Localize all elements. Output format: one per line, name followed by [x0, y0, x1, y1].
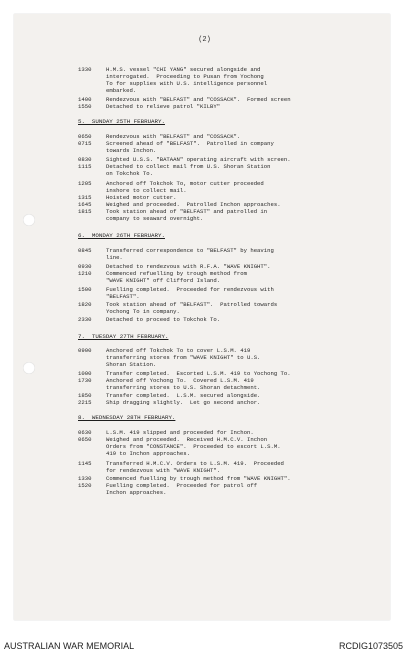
- entry-time: 0845: [78, 247, 92, 254]
- entry-time: 1820: [78, 301, 92, 308]
- entry-text: Took station ahead of "BELFAST" and patrolled in: [106, 208, 268, 215]
- entry-text: Took station ahead of "BELFAST". Patrolled towards: [106, 301, 278, 308]
- entry-text: 419 to Inchon approaches.: [106, 450, 190, 457]
- entry-time: 1000 1730: [78, 370, 92, 384]
- entry-text: "BELFAST".: [106, 293, 140, 300]
- entry-time: 0650 0715: [78, 133, 92, 147]
- entry-text: Orders from "CONSTANCE". Proceeded to escort L.S.M.: [106, 443, 281, 450]
- page-number: (2): [198, 36, 211, 44]
- entry-text: Rendezvous with "BELFAST" and "COSSACK". Formed screen: [106, 96, 291, 103]
- entry-text: Anchored off Tokchok To to cover L.S.M. 419: [106, 347, 251, 354]
- entry-text: Anchored off Tokchok To, motor cutter proceeded: [106, 180, 264, 187]
- entry-time: 0900: [78, 347, 92, 354]
- entry-time: 1145: [78, 460, 92, 467]
- entry-time: 1850 2215: [78, 392, 92, 406]
- entry-text: Weighed and proceeded. Received H.M.C.V. Inchon: [106, 436, 268, 443]
- archive-name: AUSTRALIAN WAR MEMORIAL: [4, 641, 135, 651]
- entry-text: on Tokchok To.: [106, 170, 153, 177]
- entry-text: line.: [106, 254, 123, 261]
- entry-time: 1500: [78, 286, 92, 293]
- entry-text: for rendezvous with "WAVE KNIGHT".: [106, 467, 221, 474]
- entry-time: 1330: [78, 66, 92, 73]
- entry-text: Commenced fuelling by trough method from "WAVE KNIGHT".: [106, 475, 291, 482]
- entry-text: Detached to collect mail from U.S. Shoran Station: [106, 163, 271, 170]
- entry-text: Detached to rendezvous with R.F.A. "WAVE KNIGHT".: [106, 263, 271, 270]
- entry-time: 0830 1115: [78, 156, 92, 170]
- entry-text: Transfer completed. Escorted L.S.M. 419 to Yochong To.: [106, 370, 291, 377]
- entry-time: 1330 1520: [78, 475, 92, 489]
- entry-time: 0930 1210: [78, 263, 92, 277]
- entry-text: transferring stores from "WAVE KNIGHT" to U.S.: [106, 354, 261, 361]
- section-heading: 7. TUESDAY 27TH FEBRUARY.: [78, 333, 169, 340]
- entry-time: 2330: [78, 316, 92, 323]
- archive-footer: [0, 634, 409, 654]
- entry-time: 1205: [78, 180, 92, 187]
- section-heading: 6. MONDAY 26TH FEBRUARY.: [78, 232, 165, 239]
- entry-text: Shoran Station.: [106, 361, 157, 368]
- entry-text: Screened ahead of "BELFAST". Patrolled in company: [106, 140, 274, 147]
- entry-text: Anchored off Yochong To. Covered L.S.M. 419: [106, 377, 254, 384]
- entry-text: To for supplies with U.S. intelligence personnel: [106, 80, 268, 87]
- entry-text: Transferred H.M.C.V. Orders to L.S.M. 419. Proceeded: [106, 460, 284, 467]
- entry-time: 1315 1645 1815: [78, 194, 92, 215]
- record-id: RCDIG1073505: [338, 641, 403, 651]
- entry-text: inshore to collect mail.: [106, 187, 187, 194]
- section-heading: 8. WEDNESDAY 28TH FEBRUARY.: [78, 414, 176, 421]
- entry-text: Inchon approaches.: [106, 489, 167, 496]
- entry-text: Fuelling completed. Proceeded for patrol off: [106, 482, 258, 489]
- entry-text: Transferred correspondence to "BELFAST" by heaving: [106, 247, 274, 254]
- punch-hole: [23, 214, 35, 226]
- punch-hole: [23, 362, 35, 374]
- entry-time: 1400 1550: [78, 96, 92, 110]
- entry-time: 0630 0650: [78, 429, 92, 443]
- entry-text: Detached to relieve patrol "KILBY": [106, 103, 221, 110]
- section-heading: 5. SUNDAY 25TH FEBRUARY.: [78, 118, 165, 125]
- entry-text: Detached to proceed to Tokchok To.: [106, 316, 221, 323]
- entry-text: L.S.M. 419 slipped and proceeded for Inchon.: [106, 429, 254, 436]
- entry-text: company to seaward overnight.: [106, 215, 204, 222]
- entry-text: Hoisted motor cutter.: [106, 194, 177, 201]
- entry-text: "WAVE KNIGHT" off Clifford Island.: [106, 277, 221, 284]
- entry-text: transferring stores to U.S. Shoran detachment.: [106, 384, 261, 391]
- entry-text: Transfer completed. L.S.M. secured alongside.: [106, 392, 261, 399]
- entry-text: Rendezvous with "BELFAST" and "COSSACK".: [106, 133, 241, 140]
- entry-text: Commenced refuelling by trough method from: [106, 270, 247, 277]
- entry-text: towards Inchon.: [106, 147, 157, 154]
- entry-text: Fuelling completed. Proceeded for rendezvous with: [106, 286, 274, 293]
- entry-text: Ship dragging slightly. Let go second anchor.: [106, 399, 261, 406]
- entry-text: Yochong To in company.: [106, 308, 180, 315]
- entry-text: Sighted U.S.S. "BATAAN" operating aircraft with screen.: [106, 156, 291, 163]
- entry-text: embarked.: [106, 87, 137, 94]
- entry-text: H.M.S. vessel "CHI YANG" secured alongside and: [106, 66, 261, 73]
- entry-text: Weighed and proceeded. Patrolled Inchon approaches.: [106, 201, 281, 208]
- entry-text: interrogated. Proceeding to Pusan from Yochong: [106, 73, 264, 80]
